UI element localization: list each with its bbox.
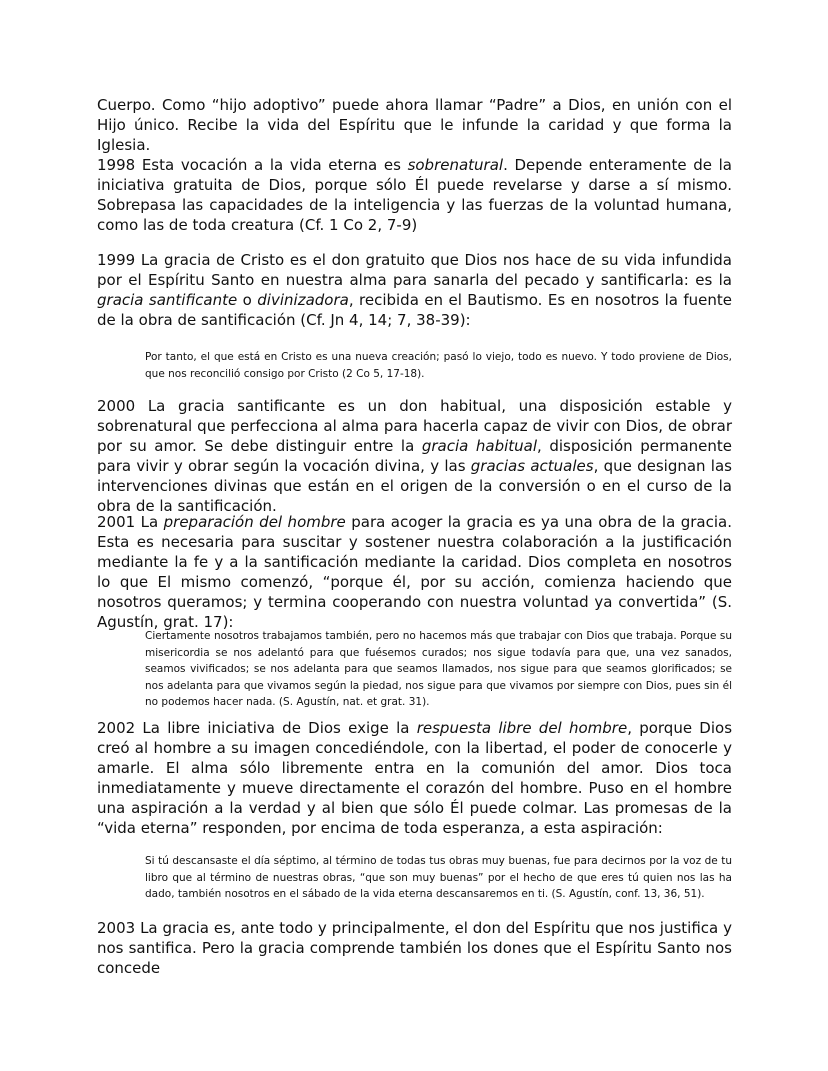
paragraph-text: , disposición permanente para vivir y obrar según la vocación divina, y las [97, 437, 733, 475]
paragraph-2000 [97, 396, 732, 516]
paragraph-text: 2001 La [97, 513, 164, 531]
quote-text: Por tanto, el que está en Cristo es una nueva creación; pasó lo viejo, todo es nuevo. Y todo proviene de Dios, que nos reconcilió consigo por Cristo (2 Co 5, 17-18). [145, 351, 732, 380]
paragraph-text: , porque Dios creó al hombre a su imagen concediéndole, con la libertad, el poder de conocerle y amarle. El alma sólo libremente entra en la comunión del amor. Dios toca inmediatamente y mueve directamente el corazón del hombre. Puso en el hombre una aspiración a la verdad y al bien que sólo Él puede colmar. Las promesas de la “vida eterna” responden, por encima de toda esperanza, a esta aspiración: [97, 719, 733, 837]
paragraph-text: 2002 La libre iniciativa de Dios exige la [97, 719, 417, 737]
paragraph-1999 [97, 250, 732, 330]
paragraph-text: 2000 La gracia santificante es un don habitual, una disposición estable y sobrenatural que perfecciona al alma para hacerla capaz de vivir con Dios, de obrar por su amor. Se debe distinguir entre la [97, 397, 732, 455]
emphasis-text: preparación del hombre [163, 513, 346, 531]
paragraph-2003 [97, 918, 732, 978]
quote-text: Ciertamente nosotros trabajamos también, pero no hacemos más que trabajar con Dios que trabaja. Porque su misericordia se nos adelantó para que fuésemos curados; nos sigue todavía para que, una vez sanados, seamos vivificados; se nos adelanta para que seamos llamados, nos sigue para que seamos glorificados; se nos adelanta para que vivamos según la piedad, nos sigue para que vivamos por siempre con Dios, pues sin él no podemos hacer nada. (S. Agustín, nat. et grat. 31). [145, 630, 732, 708]
emphasis-text: respuesta libre del hombre [416, 719, 628, 737]
emphasis-text: sobrenatural [407, 156, 504, 174]
paragraph-cuerpo [97, 95, 732, 155]
paragraph-1998 [97, 155, 732, 235]
quote-text: Si tú descansaste el día séptimo, al término de todas tus obras muy buenas, fue para decirnos por la voz de tu libro que al término de nuestras obras, “que son muy buenas” por el hecho de que eres tú quien nos las ha dado, también nosotros en el sábado de la vida eterna descansaremos en ti. (S. Agustín, conf. 13, 36, 51). [145, 855, 732, 900]
emphasis-text: gracias actuales [470, 457, 594, 475]
quote-agustin-conf [145, 853, 732, 903]
paragraph-text: para acoger la gracia es ya una obra de la gracia. Esta es necesaria para suscitar y sostener nuestra colaboración a la justificación mediante la fe y a la santificación mediante la caridad. Dios completa en nosotros lo que El mismo comenzó, “porque él, por su acción, comienza haciendo que nosotros queramos; y termina cooperando con nuestra voluntad ya convertida” (S. Agustín, grat. 17): [97, 513, 732, 631]
paragraph-2001 [97, 512, 732, 632]
paragraph-2002 [97, 718, 732, 838]
paragraph-text: 1998 Esta vocación a la vida eterna es [97, 156, 408, 174]
quote-agustin-grat [145, 628, 732, 711]
quote-2co5 [145, 349, 732, 382]
paragraph-text: . Depende enteramente de la iniciativa gratuita de Dios, porque sólo Él puede revelarse y darse a sí mismo. Sobrepasa las capacidades de la inteligencia y las fuerzas de la voluntad humana, como las de toda creatura (Cf. 1 Co 2, 7-9) [97, 156, 732, 234]
paragraph-text: , que designan las intervenciones divinas que están en el origen de la conversión o en el curso de la obra de la santificación. [97, 457, 732, 515]
paragraph-text: , recibida en el Bautismo. Es en nosotros la fuente de la obra de santificación (Cf. Jn 4, 14; 7, 38-39): [97, 291, 733, 329]
emphasis-text: gracia santificante [97, 291, 238, 309]
paragraph-text: Cuerpo. Como “hijo adoptivo” puede ahora llamar “Padre” a Dios, en unión con el Hijo único. Recibe la vida del Espíritu que le infunde la caridad y que forma la Iglesia. [97, 96, 732, 154]
paragraph-text: 2003 La gracia es, ante todo y principalmente, el don del Espíritu que nos justifica y nos santifica. Pero la gracia comprende también los dones que el Espíritu Santo nos concede [97, 919, 732, 977]
paragraph-text: o [237, 291, 258, 309]
emphasis-text: gracia habitual [421, 437, 538, 455]
paragraph-text: 1999 La gracia de Cristo es el don gratuito que Dios nos hace de su vida infundida por el Espíritu Santo en nuestra alma para sanarla del pecado y santificarla: es la [97, 251, 732, 289]
emphasis-text: divinizadora [257, 291, 349, 309]
